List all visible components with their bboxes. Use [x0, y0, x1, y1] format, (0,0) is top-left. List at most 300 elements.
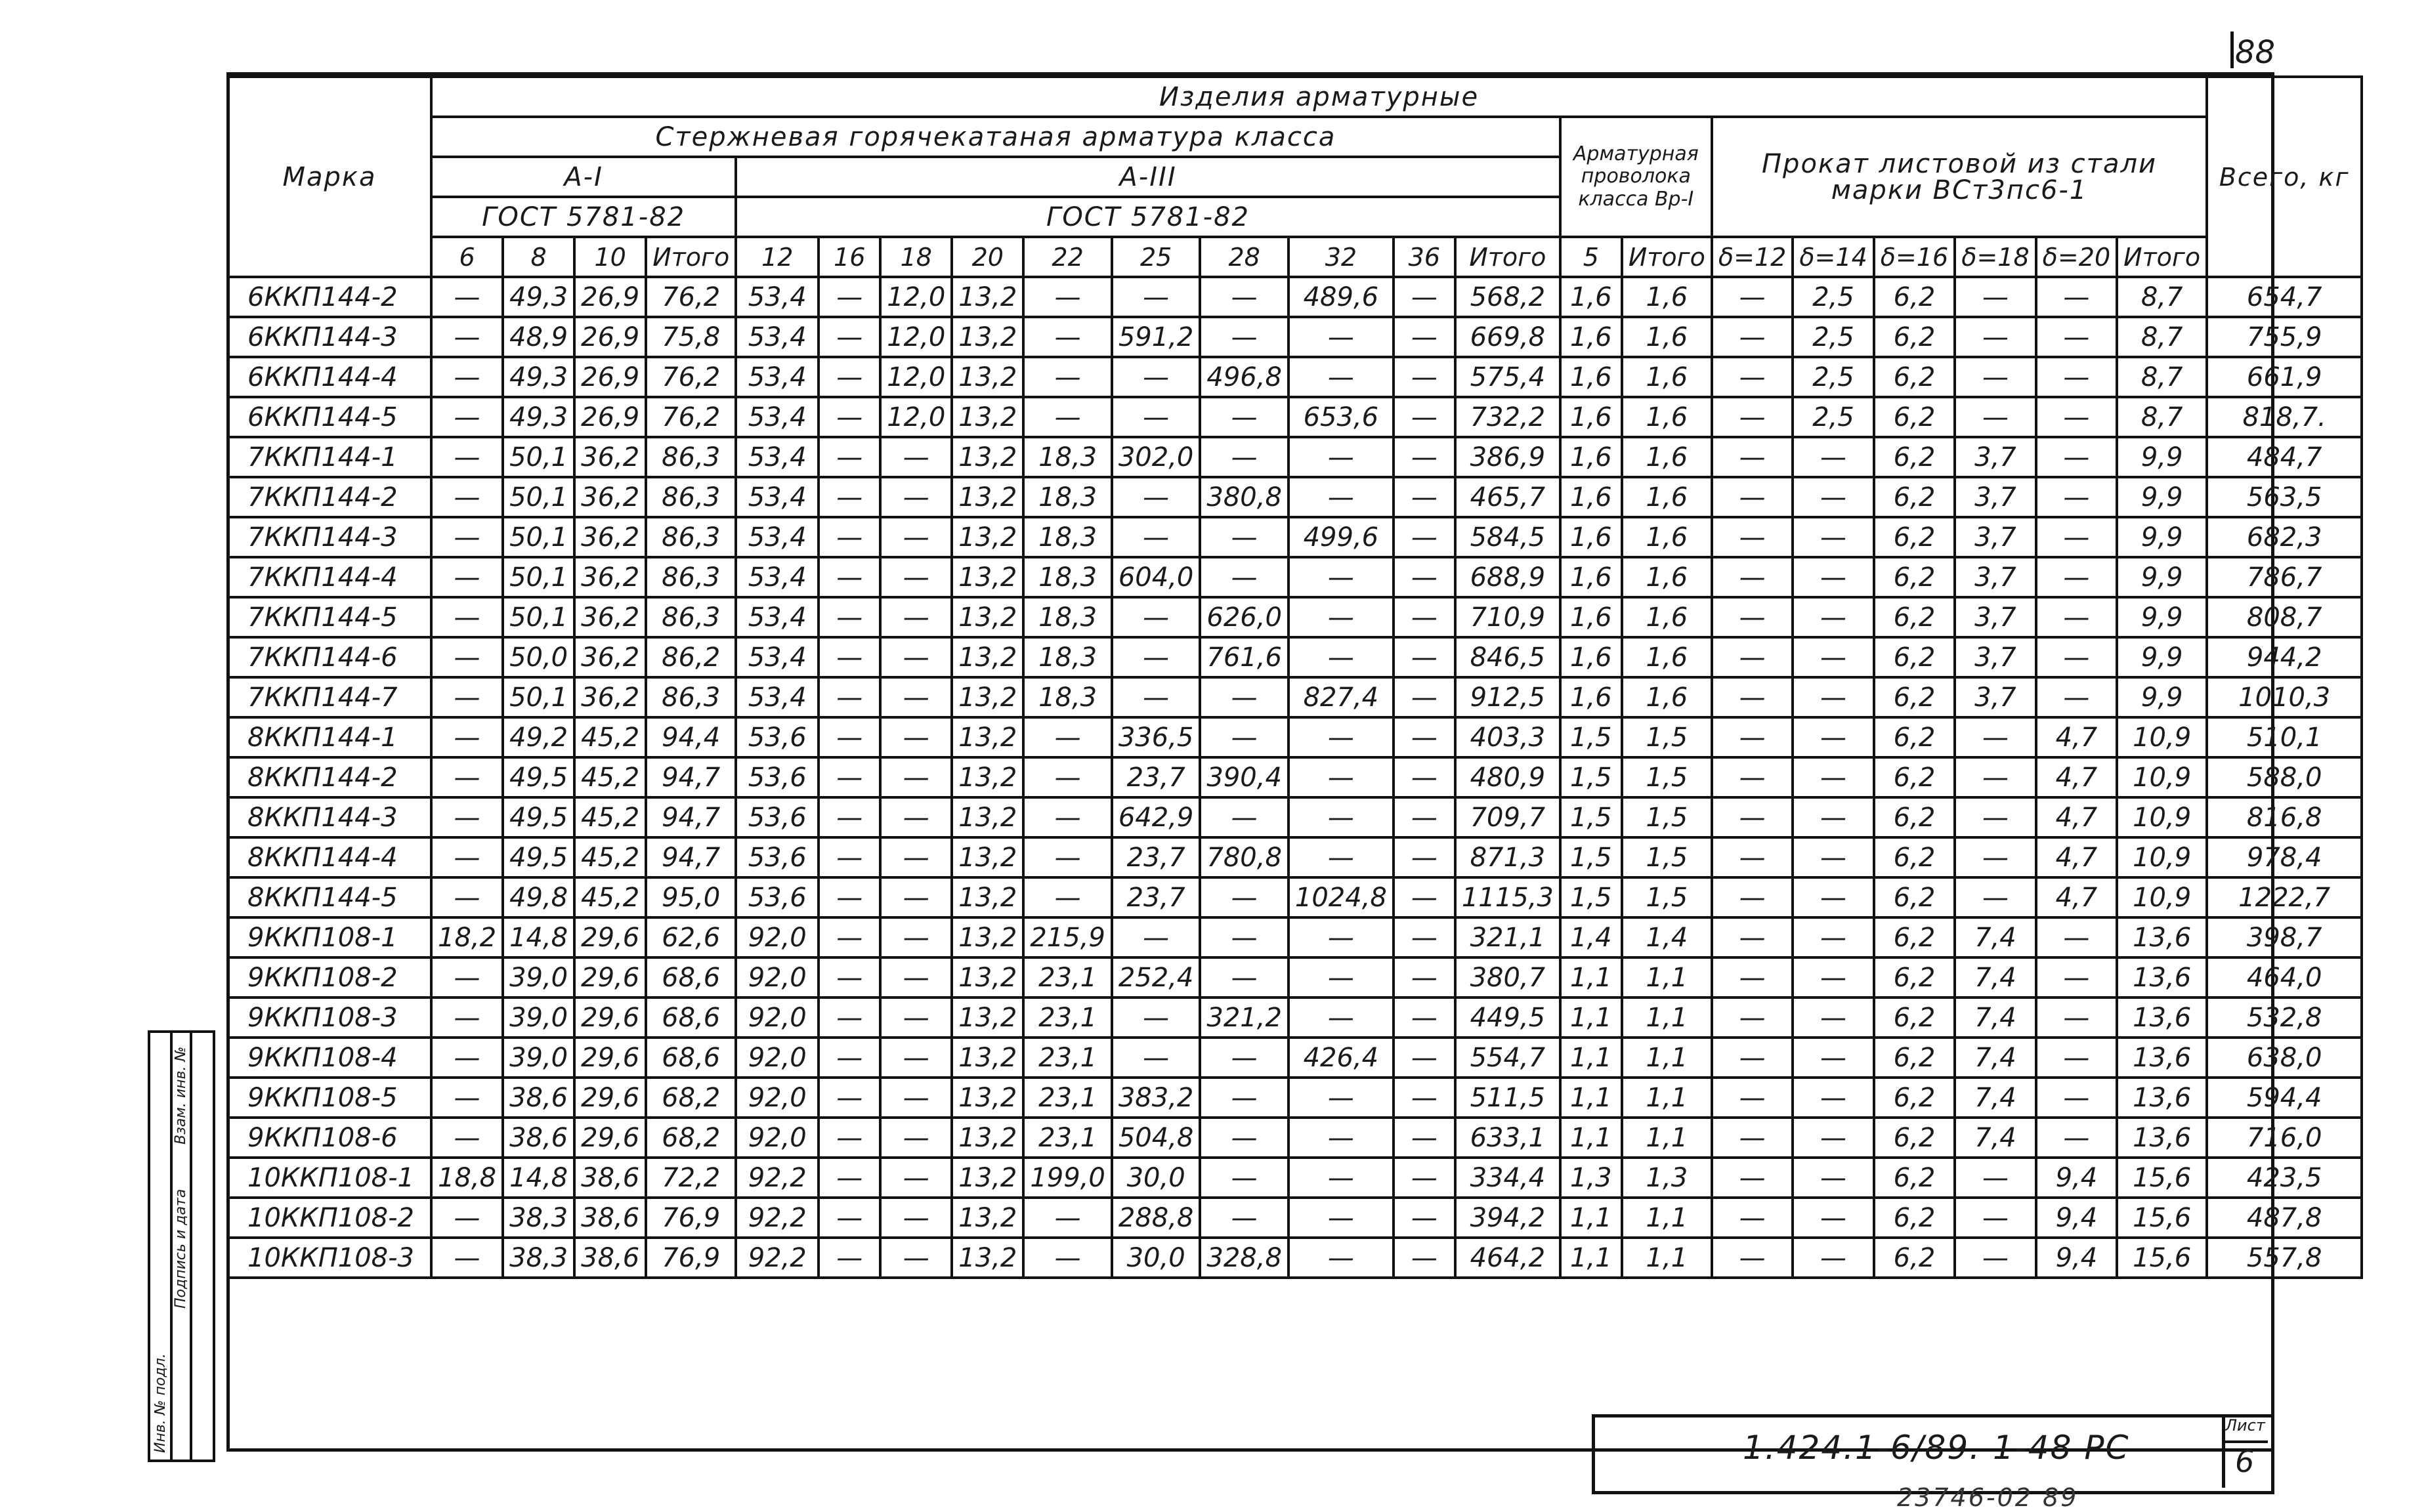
- value-cell: 18,3: [1023, 557, 1112, 597]
- value-cell: —: [1793, 1158, 1873, 1198]
- value-cell: —: [880, 557, 952, 597]
- value-cell: 53,6: [736, 797, 819, 837]
- value-cell: 86,3: [646, 517, 736, 557]
- table-row: [228, 397, 2362, 437]
- column-header: 25: [1112, 237, 1201, 277]
- mark-cell: 8ККП144-1: [228, 717, 431, 757]
- value-cell: 499,6: [1289, 517, 1394, 557]
- table-row: [228, 1118, 2362, 1158]
- value-cell: 53,4: [736, 277, 819, 317]
- value-cell: 1,6: [1560, 317, 1622, 357]
- value-cell: 215,9: [1023, 917, 1112, 957]
- value-cell: 62,6: [646, 917, 736, 957]
- value-cell: —: [1289, 1238, 1394, 1278]
- value-cell: 23,7: [1112, 877, 1201, 917]
- value-cell: —: [880, 1158, 952, 1198]
- table-row: [228, 557, 2362, 597]
- value-cell: 2,5: [1793, 397, 1873, 437]
- value-cell: 13,2: [952, 597, 1023, 637]
- value-cell: 94,7: [646, 797, 736, 837]
- value-cell: 7,4: [1955, 1038, 2035, 1078]
- value-cell: 575,4: [1455, 357, 1560, 397]
- value-cell: —: [1289, 637, 1394, 677]
- value-cell: 23,7: [1112, 837, 1201, 877]
- table-row: [228, 517, 2362, 557]
- value-cell: 1115,3: [1455, 877, 1560, 917]
- value-cell: —: [880, 797, 952, 837]
- value-cell: 92,0: [736, 917, 819, 957]
- table-row: [228, 1038, 2362, 1078]
- value-cell: —: [1712, 957, 1793, 998]
- value-cell: —: [2036, 1118, 2117, 1158]
- value-cell: 53,4: [736, 597, 819, 637]
- value-cell: 18,3: [1023, 597, 1112, 637]
- value-cell: 30,0: [1112, 1238, 1201, 1278]
- value-cell: 12,0: [880, 357, 952, 397]
- value-cell: —: [1712, 917, 1793, 957]
- value-cell: —: [431, 1118, 503, 1158]
- value-cell: —: [880, 957, 952, 998]
- column-header: 36: [1394, 237, 1455, 277]
- value-cell: 13,2: [952, 917, 1023, 957]
- value-cell: 1,6: [1560, 437, 1622, 477]
- table-row: [228, 677, 2362, 717]
- value-cell: —: [1112, 477, 1201, 517]
- value-cell: 38,6: [574, 1198, 646, 1238]
- value-cell: 9,9: [2117, 677, 2207, 717]
- sheet-number: 6: [2235, 1444, 2255, 1479]
- value-cell: 86,3: [646, 437, 736, 477]
- value-cell: 49,5: [503, 837, 574, 877]
- value-cell: 23,1: [1023, 1118, 1112, 1158]
- value-cell: 464,2: [1455, 1238, 1560, 1278]
- value-cell: 45,2: [574, 797, 646, 837]
- value-cell: 426,4: [1289, 1038, 1394, 1078]
- value-cell: 53,6: [736, 877, 819, 917]
- value-cell: 76,9: [646, 1198, 736, 1238]
- wire-header: Арматурная проволока класса Вр-I: [1560, 117, 1712, 237]
- value-cell: —: [880, 1118, 952, 1158]
- value-cell: 328,8: [1200, 1238, 1289, 1278]
- value-cell: 1,6: [1560, 677, 1622, 717]
- column-header: 10: [574, 237, 646, 277]
- value-cell: 1,3: [1560, 1158, 1622, 1198]
- value-cell: 6,2: [1874, 957, 1955, 998]
- value-cell: 13,2: [952, 277, 1023, 317]
- value-cell: —: [1394, 637, 1455, 677]
- value-cell: 13,2: [952, 957, 1023, 998]
- value-cell: —: [1793, 717, 1873, 757]
- value-cell: —: [1289, 797, 1394, 837]
- value-cell: —: [1394, 1238, 1455, 1278]
- total-cell: 464,0: [2207, 957, 2362, 998]
- value-cell: —: [1955, 797, 2035, 837]
- value-cell: —: [1023, 397, 1112, 437]
- value-cell: 3,7: [1955, 677, 2035, 717]
- value-cell: —: [431, 877, 503, 917]
- value-cell: 1,1: [1560, 957, 1622, 998]
- value-cell: 9,9: [2117, 517, 2207, 557]
- value-cell: —: [1793, 637, 1873, 677]
- value-cell: 4,7: [2036, 837, 2117, 877]
- value-cell: 626,0: [1200, 597, 1289, 637]
- value-cell: 827,4: [1289, 677, 1394, 717]
- value-cell: —: [1712, 1118, 1793, 1158]
- value-cell: 1,4: [1560, 917, 1622, 957]
- mark-cell: 7ККП144-6: [228, 637, 431, 677]
- value-cell: 6,2: [1874, 917, 1955, 957]
- value-cell: 23,1: [1023, 1038, 1112, 1078]
- value-cell: —: [819, 277, 880, 317]
- value-cell: 50,0: [503, 637, 574, 677]
- column-header: 6: [431, 237, 503, 277]
- value-cell: —: [880, 677, 952, 717]
- value-cell: —: [2036, 1038, 2117, 1078]
- mark-cell: 8ККП144-2: [228, 757, 431, 797]
- value-cell: 846,5: [1455, 637, 1560, 677]
- value-cell: 2,5: [1793, 317, 1873, 357]
- value-cell: 386,9: [1455, 437, 1560, 477]
- value-cell: 14,8: [503, 1158, 574, 1198]
- value-cell: —: [2036, 917, 2117, 957]
- value-cell: —: [1394, 757, 1455, 797]
- value-cell: 1,5: [1622, 757, 1712, 797]
- value-cell: 75,8: [646, 317, 736, 357]
- side-stamp: [148, 1030, 215, 1462]
- value-cell: 1,6: [1622, 437, 1712, 477]
- value-cell: 86,3: [646, 597, 736, 637]
- value-cell: 68,2: [646, 1118, 736, 1158]
- value-cell: 6,2: [1874, 357, 1955, 397]
- value-cell: —: [1394, 357, 1455, 397]
- value-cell: 49,8: [503, 877, 574, 917]
- column-header: δ=20: [2036, 237, 2117, 277]
- value-cell: —: [1289, 1158, 1394, 1198]
- value-cell: 13,2: [952, 1238, 1023, 1278]
- value-cell: 9,9: [2117, 637, 2207, 677]
- value-cell: 10,9: [2117, 837, 2207, 877]
- value-cell: —: [880, 597, 952, 637]
- value-cell: 68,6: [646, 1038, 736, 1078]
- value-cell: —: [1394, 1078, 1455, 1118]
- value-cell: —: [1289, 357, 1394, 397]
- total-cell: 532,8: [2207, 998, 2362, 1038]
- value-cell: —: [431, 677, 503, 717]
- value-cell: —: [1200, 557, 1289, 597]
- value-cell: 1,1: [1622, 1038, 1712, 1078]
- value-cell: —: [1200, 517, 1289, 557]
- value-cell: —: [1112, 597, 1201, 637]
- value-cell: —: [1023, 1198, 1112, 1238]
- value-cell: —: [1289, 597, 1394, 637]
- page-number-bar: [2230, 32, 2234, 68]
- value-cell: 49,5: [503, 757, 574, 797]
- value-cell: —: [1955, 717, 2035, 757]
- value-cell: 15,6: [2117, 1158, 2207, 1198]
- value-cell: —: [819, 1238, 880, 1278]
- value-cell: 2,5: [1793, 357, 1873, 397]
- value-cell: 7,4: [1955, 957, 2035, 998]
- value-cell: —: [1289, 1198, 1394, 1238]
- value-cell: —: [1394, 557, 1455, 597]
- total-cell: 716,0: [2207, 1118, 2362, 1158]
- column-header: Итого: [1455, 237, 1560, 277]
- value-cell: 1,5: [1560, 797, 1622, 837]
- value-cell: 6,2: [1874, 477, 1955, 517]
- value-cell: 1,1: [1560, 1198, 1622, 1238]
- value-cell: —: [2036, 557, 2117, 597]
- value-cell: —: [1394, 677, 1455, 717]
- column-header: δ=14: [1793, 237, 1873, 277]
- value-cell: 1,6: [1622, 277, 1712, 317]
- value-cell: 50,1: [503, 477, 574, 517]
- value-cell: 669,8: [1455, 317, 1560, 357]
- value-cell: —: [1793, 1238, 1873, 1278]
- value-cell: 6,2: [1874, 717, 1955, 757]
- mark-cell: 9ККП108-5: [228, 1078, 431, 1118]
- value-cell: 13,2: [952, 717, 1023, 757]
- value-cell: 321,1: [1455, 917, 1560, 957]
- value-cell: 76,2: [646, 277, 736, 317]
- total-cell: 563,5: [2207, 477, 2362, 517]
- value-cell: —: [819, 998, 880, 1038]
- value-cell: —: [1200, 1078, 1289, 1118]
- value-cell: —: [819, 1158, 880, 1198]
- value-cell: 18,2: [431, 917, 503, 957]
- value-cell: 8,7: [2117, 317, 2207, 357]
- value-cell: 36,2: [574, 477, 646, 517]
- value-cell: 199,0: [1023, 1158, 1112, 1198]
- total-cell: 755,9: [2207, 317, 2362, 357]
- table-row: [228, 917, 2362, 957]
- column-header: 20: [952, 237, 1023, 277]
- value-cell: 1,1: [1622, 1118, 1712, 1158]
- mark-cell: 9ККП108-2: [228, 957, 431, 998]
- value-cell: —: [1712, 1238, 1793, 1278]
- value-cell: 49,2: [503, 717, 574, 757]
- value-cell: 92,0: [736, 957, 819, 998]
- value-cell: 1,1: [1622, 998, 1712, 1038]
- value-cell: —: [1112, 357, 1201, 397]
- value-cell: 18,3: [1023, 637, 1112, 677]
- table-row: [228, 1198, 2362, 1238]
- value-cell: 29,6: [574, 998, 646, 1038]
- value-cell: —: [431, 317, 503, 357]
- value-cell: —: [880, 1038, 952, 1078]
- value-cell: 92,0: [736, 1118, 819, 1158]
- value-cell: 12,0: [880, 397, 952, 437]
- value-cell: —: [1793, 1198, 1873, 1238]
- value-cell: —: [1394, 397, 1455, 437]
- value-cell: 50,1: [503, 437, 574, 477]
- value-cell: 38,3: [503, 1238, 574, 1278]
- value-cell: 49,5: [503, 797, 574, 837]
- value-cell: 53,4: [736, 677, 819, 717]
- value-cell: 50,1: [503, 597, 574, 637]
- mark-header: Марка: [228, 77, 431, 277]
- value-cell: —: [1793, 1038, 1873, 1078]
- value-cell: —: [1793, 437, 1873, 477]
- value-cell: —: [1793, 477, 1873, 517]
- value-cell: 13,2: [952, 757, 1023, 797]
- value-cell: 72,2: [646, 1158, 736, 1198]
- value-cell: 18,8: [431, 1158, 503, 1198]
- value-cell: 1,6: [1560, 357, 1622, 397]
- value-cell: —: [1200, 397, 1289, 437]
- mark-cell: 6ККП144-3: [228, 317, 431, 357]
- value-cell: 1,5: [1622, 877, 1712, 917]
- value-cell: —: [880, 757, 952, 797]
- column-header: 16: [819, 237, 880, 277]
- value-cell: —: [819, 837, 880, 877]
- value-cell: 53,6: [736, 717, 819, 757]
- value-cell: —: [1712, 998, 1793, 1038]
- total-cell: 786,7: [2207, 557, 2362, 597]
- value-cell: 53,6: [736, 757, 819, 797]
- value-cell: —: [880, 877, 952, 917]
- value-cell: —: [1023, 877, 1112, 917]
- value-cell: 13,6: [2117, 1118, 2207, 1158]
- value-cell: 7,4: [1955, 1118, 2035, 1158]
- products-header: Изделия арматурные: [431, 77, 2207, 117]
- value-cell: —: [1793, 998, 1873, 1038]
- value-cell: 1,5: [1560, 717, 1622, 757]
- value-cell: 3,7: [1955, 517, 2035, 557]
- value-cell: —: [819, 397, 880, 437]
- value-cell: —: [1200, 317, 1289, 357]
- value-cell: 1024,8: [1289, 877, 1394, 917]
- value-cell: —: [1955, 357, 2035, 397]
- value-cell: 45,2: [574, 877, 646, 917]
- value-cell: 302,0: [1112, 437, 1201, 477]
- value-cell: 709,7: [1455, 797, 1560, 837]
- value-cell: 76,9: [646, 1238, 736, 1278]
- stamp-label-sign: Подпись и дата: [173, 1188, 189, 1309]
- value-cell: —: [819, 637, 880, 677]
- value-cell: 38,3: [503, 1198, 574, 1238]
- total-cell: 978,4: [2207, 837, 2362, 877]
- value-cell: 53,4: [736, 317, 819, 357]
- value-cell: 1,1: [1622, 957, 1712, 998]
- value-cell: 688,9: [1455, 557, 1560, 597]
- value-cell: 68,6: [646, 998, 736, 1038]
- value-cell: —: [1112, 677, 1201, 717]
- a3-header: А-III: [736, 157, 1560, 197]
- value-cell: 53,4: [736, 557, 819, 597]
- page-number: 88: [2235, 34, 2276, 71]
- value-cell: 1,1: [1560, 1238, 1622, 1278]
- value-cell: 14,8: [503, 917, 574, 957]
- value-cell: 383,2: [1112, 1078, 1201, 1118]
- value-cell: —: [1793, 597, 1873, 637]
- value-cell: 6,2: [1874, 797, 1955, 837]
- mark-cell: 6ККП144-5: [228, 397, 431, 437]
- value-cell: —: [1712, 717, 1793, 757]
- value-cell: —: [431, 277, 503, 317]
- mark-cell: 7ККП144-4: [228, 557, 431, 597]
- value-cell: 45,2: [574, 717, 646, 757]
- value-cell: —: [1955, 877, 2035, 917]
- value-cell: 1,1: [1560, 1118, 1622, 1158]
- value-cell: —: [1712, 557, 1793, 597]
- value-cell: 94,7: [646, 757, 736, 797]
- value-cell: 53,4: [736, 517, 819, 557]
- value-cell: —: [2036, 317, 2117, 357]
- value-cell: —: [1712, 1078, 1793, 1118]
- value-cell: 1,5: [1560, 837, 1622, 877]
- value-cell: 26,9: [574, 357, 646, 397]
- value-cell: 13,6: [2117, 1038, 2207, 1078]
- value-cell: 780,8: [1200, 837, 1289, 877]
- value-cell: 53,4: [736, 637, 819, 677]
- value-cell: 3,7: [1955, 637, 2035, 677]
- value-cell: —: [880, 1238, 952, 1278]
- value-cell: 39,0: [503, 998, 574, 1038]
- value-cell: —: [431, 957, 503, 998]
- value-cell: 1,6: [1622, 597, 1712, 637]
- value-cell: 45,2: [574, 757, 646, 797]
- value-cell: —: [1793, 1078, 1873, 1118]
- value-cell: 53,6: [736, 837, 819, 877]
- value-cell: —: [1112, 1038, 1201, 1078]
- value-cell: —: [1394, 957, 1455, 998]
- value-cell: —: [2036, 357, 2117, 397]
- value-cell: —: [819, 917, 880, 957]
- value-cell: 36,2: [574, 557, 646, 597]
- total-cell: 816,8: [2207, 797, 2362, 837]
- value-cell: —: [1793, 1118, 1873, 1158]
- value-cell: —: [880, 837, 952, 877]
- table-row: [228, 1158, 2362, 1198]
- value-cell: 252,4: [1112, 957, 1201, 998]
- value-cell: 13,6: [2117, 957, 2207, 998]
- value-cell: —: [819, 597, 880, 637]
- total-cell: 818,7.: [2207, 397, 2362, 437]
- value-cell: 334,4: [1455, 1158, 1560, 1198]
- value-cell: 480,9: [1455, 757, 1560, 797]
- value-cell: 86,3: [646, 557, 736, 597]
- value-cell: —: [1955, 317, 2035, 357]
- total-cell: 588,0: [2207, 757, 2362, 797]
- value-cell: 36,2: [574, 637, 646, 677]
- value-cell: —: [1289, 317, 1394, 357]
- value-cell: 1,6: [1622, 317, 1712, 357]
- sheet-rolled-header: Прокат листовой из стали марки ВСт3пс6-1: [1712, 117, 2207, 237]
- value-cell: —: [2036, 597, 2117, 637]
- value-cell: 1,6: [1622, 397, 1712, 437]
- total-cell: 1010,3: [2207, 677, 2362, 717]
- value-cell: —: [880, 517, 952, 557]
- table-row: [228, 437, 2362, 477]
- value-cell: —: [1955, 757, 2035, 797]
- value-cell: 53,4: [736, 477, 819, 517]
- value-cell: 6,2: [1874, 1238, 1955, 1278]
- value-cell: —: [1394, 1158, 1455, 1198]
- value-cell: —: [1394, 517, 1455, 557]
- value-cell: 1,1: [1560, 1078, 1622, 1118]
- value-cell: 1,6: [1560, 277, 1622, 317]
- value-cell: 6,2: [1874, 557, 1955, 597]
- value-cell: 45,2: [574, 837, 646, 877]
- value-cell: —: [1394, 317, 1455, 357]
- value-cell: 761,6: [1200, 637, 1289, 677]
- mark-cell: 10ККП108-2: [228, 1198, 431, 1238]
- value-cell: —: [1394, 797, 1455, 837]
- value-cell: 13,2: [952, 557, 1023, 597]
- total-cell: 808,7: [2207, 597, 2362, 637]
- value-cell: 568,2: [1455, 277, 1560, 317]
- value-cell: 12,0: [880, 277, 952, 317]
